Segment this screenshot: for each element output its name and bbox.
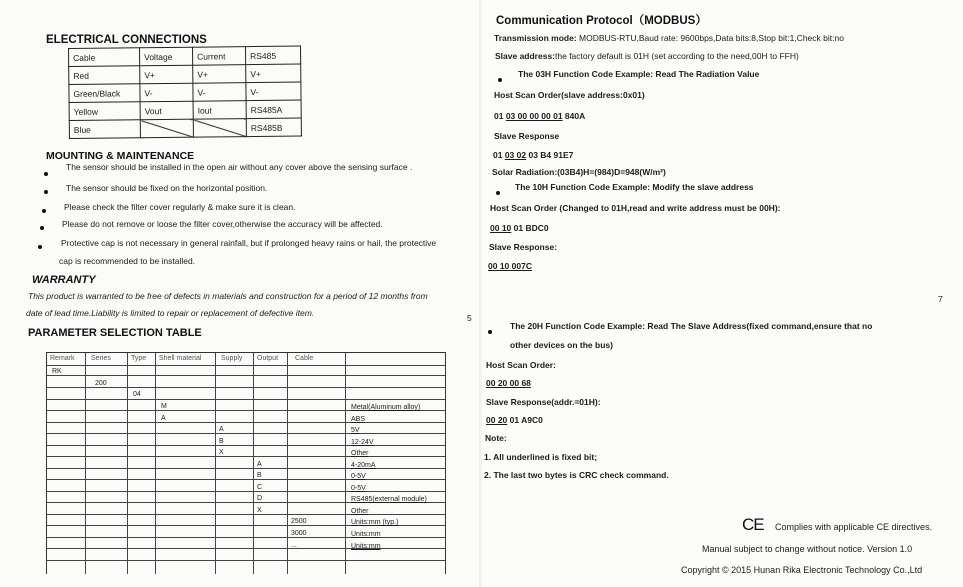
table-row-divider: [47, 422, 445, 423]
code-rk: RK: [52, 368, 62, 375]
code-output: X: [257, 507, 262, 514]
table-col-divider: [155, 353, 156, 574]
remark-text: 5V: [351, 427, 360, 434]
example-10h-response-label: Slave Response:: [489, 242, 558, 252]
code-supply: X: [219, 449, 224, 456]
manual-notice: Manual subject to change without notice. Version 1.0: [702, 544, 913, 554]
remark-text: ABS: [351, 416, 366, 423]
table-row-divider: [47, 548, 445, 549]
cell-empty-diagonal: [193, 119, 246, 138]
table-row-divider: [47, 491, 445, 492]
table-row-divider: [47, 537, 445, 538]
code-output: B: [257, 472, 262, 479]
cell-empty-diagonal: [140, 119, 193, 138]
header-voltage: Voltage: [140, 47, 193, 66]
header-series: Series: [91, 355, 111, 362]
code-shell: M: [161, 403, 167, 410]
cmd-rest-part: 01 BDC0: [511, 223, 549, 233]
code-output: C: [257, 484, 263, 491]
warranty-text: This product is warranted to be free of defects in materials and construction for a period of 12 months from: [28, 291, 428, 301]
resp-rest-part: 03 B4 91E7: [526, 150, 574, 160]
header-output: Output: [257, 355, 279, 362]
note-item: 2. The last two bytes is CRC check command.: [484, 470, 669, 480]
example-20h-response-label: Slave Response(addr.=01H):: [486, 397, 601, 407]
header-cable: Cable: [69, 48, 140, 67]
bullet-icon: [44, 172, 48, 176]
table-col-divider: [85, 353, 86, 574]
mounting-item: cap is recommended to be installed.: [59, 256, 196, 266]
resp-fixed-part: 03 02: [504, 150, 527, 160]
header-remark: Remark: [50, 355, 75, 362]
example-03h-host-command: [494, 111, 585, 121]
ce-mark-icon: CE: [742, 515, 764, 534]
remark-text: Units:mm: [351, 543, 381, 550]
cell: Vout: [140, 101, 193, 120]
cmd-fixed-part: 00 10: [490, 223, 512, 233]
table-col-divider: [127, 353, 128, 574]
example-20h-title: The 20H Function Code Example: Read The Slave Address(fixed command,ensure that no: [510, 321, 873, 331]
page-number: 7: [938, 294, 943, 304]
example-20h-host-command: 00 20 00 68: [486, 378, 531, 388]
remark-text: Other: [351, 450, 369, 457]
cell: Red: [69, 66, 140, 85]
remark-text: 12-24V: [351, 439, 374, 446]
slave-address-line: [495, 51, 799, 61]
remark-text: Metal(Aluminum alloy): [351, 404, 421, 411]
cell: Yellow: [69, 102, 140, 121]
mounting-title: MOUNTING & MAINTENANCE: [46, 150, 195, 162]
table-row-divider: [47, 399, 445, 400]
cell: V-: [140, 83, 193, 102]
header-cable: Cable: [295, 355, 314, 362]
example-10h-response: 00 10 007C: [488, 261, 532, 271]
note-item: 1. All underlined is fixed bit;: [484, 452, 598, 462]
example-03h-response-label: Slave Response: [494, 131, 560, 141]
example-03h-response: [493, 150, 573, 160]
table-col-divider: [215, 353, 216, 574]
remark-text: Units:mm: [351, 531, 381, 538]
code-shell: A: [161, 415, 166, 422]
table-col-divider: [253, 353, 254, 574]
table-row-divider: [47, 445, 445, 446]
table-row-divider: [47, 514, 445, 515]
cell: V-: [246, 82, 301, 101]
code-cable: 2500: [291, 518, 307, 525]
cell: RS485A: [246, 100, 301, 119]
note-label: Note:: [485, 433, 507, 443]
mounting-item: Please do not remove or loose the filter cover,otherwise the accuracy will be affected.: [62, 219, 383, 229]
slave-address-value: the factory default is 01H (set according to the need,00H to FFH): [555, 51, 799, 61]
code-output: A: [257, 461, 262, 468]
bullet-icon: [498, 78, 502, 82]
header-shell-material: Shell material: [159, 355, 202, 362]
cell: RS485B: [246, 118, 301, 137]
example-20h-response: [486, 415, 543, 425]
parameter-table: [46, 352, 446, 574]
cell: V+: [140, 65, 193, 84]
protocol-title: Communication Protocol（MODBUS）: [496, 15, 707, 27]
code-type: 04: [133, 391, 141, 398]
example-10h-host-command: [490, 223, 549, 233]
parameter-title: PARAMETER SELECTION TABLE: [28, 327, 202, 339]
table-row-divider: [47, 560, 445, 561]
resp-fixed-part: 00 20: [486, 415, 508, 425]
resp-part: 01: [493, 150, 505, 160]
example-10h-host-label: Host Scan Order (Changed to 01H,read and write address must be 00H):: [490, 203, 781, 213]
remark-text: 0-5V: [351, 485, 366, 492]
table-col-divider: [345, 353, 346, 574]
table-col-divider: [287, 353, 288, 574]
remark-text: Other: [351, 508, 369, 515]
electrical-title: ELECTRICAL CONNECTIONS: [46, 34, 207, 46]
bullet-icon: [496, 191, 500, 195]
cmd-fixed-part: 03 00 00 00 01: [505, 111, 563, 121]
slave-address-label: Slave address:: [495, 51, 556, 61]
table-row-divider: [47, 433, 445, 434]
mounting-item: The sensor should be fixed on the horizontal position.: [66, 183, 268, 193]
code-series: 200: [95, 380, 107, 387]
example-20h-host-label: Host Scan Order:: [486, 360, 556, 370]
cell: V+: [193, 65, 246, 84]
example-20h-title-cont: other devices on the bus): [510, 340, 613, 350]
cell: Blue: [69, 120, 140, 139]
resp-rest-part: 01 A9C0: [507, 415, 543, 425]
code-supply: A: [219, 426, 224, 433]
page-number: 5: [467, 313, 472, 323]
transmission-line: [494, 33, 844, 43]
bullet-icon: [40, 226, 44, 230]
remark-text: RS485(external module): [351, 496, 427, 503]
electrical-table: [68, 46, 302, 139]
code-cable: 3000: [291, 530, 307, 537]
cell: Iout: [193, 101, 246, 120]
warranty-text: date of lead time.Liability is limited to repair or replacement of defective item.: [26, 308, 315, 318]
cmd-crc-part: 840A: [562, 111, 586, 121]
transmission-value: MODBUS-RTU,Baud rate: 9600bps,Data bits:8,Stop bit:1,Check bit:no: [576, 33, 844, 43]
copyright: Copyright © 2015 Hunan Rika Electronic Technology Co.,Ltd: [681, 565, 923, 575]
cell: Green/Black: [69, 84, 140, 103]
remark-text: Units:mm (typ.): [351, 519, 399, 526]
ce-compliance-text: Complies with applicable CE directives.: [775, 522, 933, 532]
remark-text: 0-5V: [351, 473, 366, 480]
mounting-item: The sensor should be installed in the open air without any cover above the sensing surface .: [66, 162, 413, 172]
bullet-icon: [38, 245, 42, 249]
example-03h-title: The 03H Function Code Example: Read The Radiation Value: [518, 69, 760, 79]
cmd-part: 01: [494, 111, 506, 121]
warranty-title: WARRANTY: [32, 274, 96, 286]
table-row-divider: [47, 387, 445, 388]
table-row-divider: [47, 365, 445, 366]
cell: V+: [246, 64, 301, 83]
mounting-item: Protective cap is not necessary in general rainfall, but if prolonged heavy rains or hail, the protective: [61, 238, 437, 248]
table-row: [69, 118, 301, 138]
transmission-label: Transmission mode:: [494, 33, 577, 43]
example-03h-host-label: Host Scan Order(slave address:0x01): [494, 90, 645, 100]
remark-text: 4-20mA: [351, 462, 376, 469]
table-row-divider: [47, 456, 445, 457]
cell: V-: [193, 83, 246, 102]
table-row-divider: [47, 375, 445, 376]
header-type: Type: [131, 355, 147, 362]
code-supply: B: [219, 438, 224, 445]
bullet-icon: [488, 330, 492, 334]
code-output: D: [257, 495, 263, 502]
header-rs485: RS485: [245, 46, 300, 65]
solar-radiation-line: Solar Radiation:(03B4)H=(984)D=948(W/m²): [492, 167, 666, 177]
header-current: Current: [192, 47, 245, 66]
example-10h-title: The 10H Function Code Example: Modify the slave address: [515, 182, 754, 192]
header-supply: Supply: [221, 355, 243, 362]
table-row-divider: [47, 479, 445, 480]
mounting-item: Please check the filter cover regularly & make sure it is clean.: [64, 202, 296, 212]
code-cable: ...: [291, 542, 297, 549]
table-row-divider: [47, 468, 445, 469]
bullet-icon: [44, 190, 48, 194]
right-page: [482, 0, 963, 587]
bullet-icon: [42, 209, 46, 213]
